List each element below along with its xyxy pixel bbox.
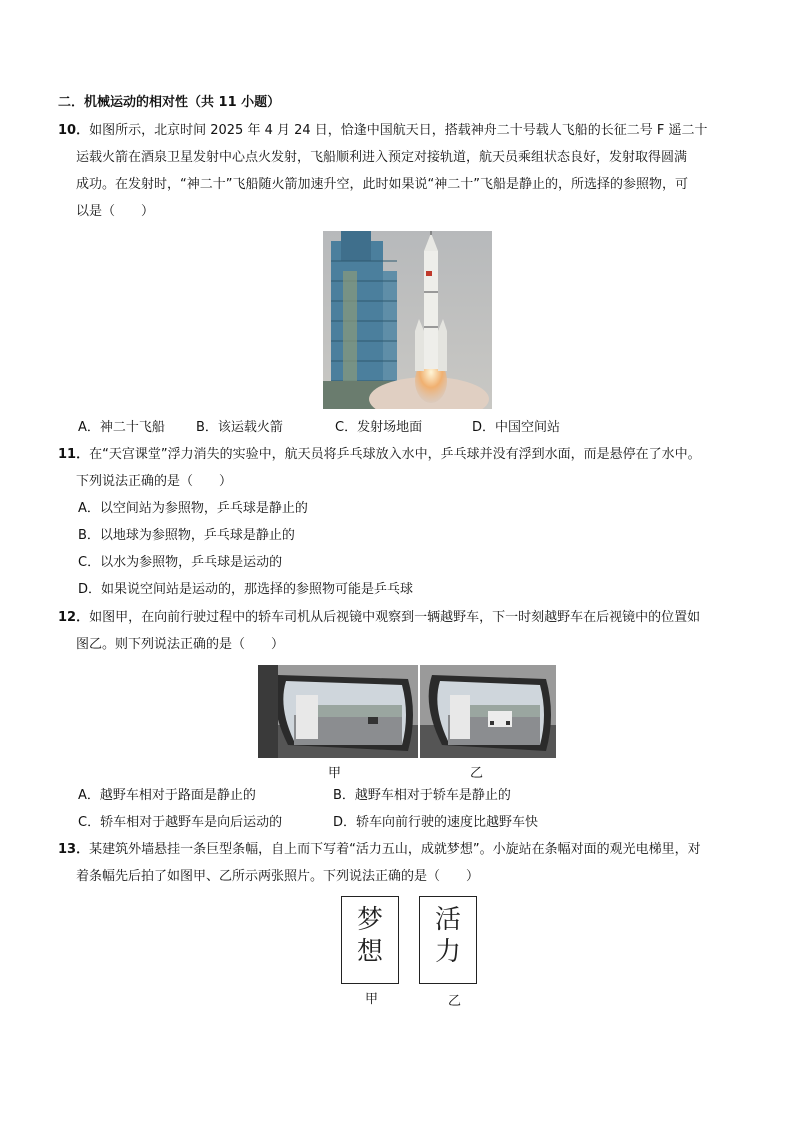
mirror-photo-yi bbox=[420, 665, 556, 758]
q11-line-2: 下列说法正确的是（ ） bbox=[76, 474, 233, 489]
q12-option-b[interactable]: B．越野车相对于轿车是静止的 bbox=[333, 788, 511, 803]
q12-caption-yi: 乙 bbox=[470, 766, 484, 781]
q11-option-a[interactable]: A．以空间站为参照物，乒乓球是静止的 bbox=[78, 501, 308, 516]
q13-caption-jia: 甲 bbox=[365, 992, 379, 1007]
q10-text-1: 如图所示，北京时间 2025 年 4 月 24 日，恰逢中国航天日，搭载神舟二十号载人飞船的长征二号 F 遥二十 bbox=[89, 123, 708, 138]
mirror-photo-jia bbox=[258, 665, 418, 758]
q11-text-1: 在“天宫课堂”浮力消失的实验中，航天员将乒乓球放入水中，乒乓球并没有浮到水面，而是悬停在了水中。 bbox=[89, 447, 701, 462]
q10-line-2: 运载火箭在酒泉卫星发射中心点火发射，飞船顺利进入预定对接轨道，航天员乘组状态良好，发射取得圆满 bbox=[76, 150, 688, 165]
q11-option-c[interactable]: C．以水为参照物，乒乓球是运动的 bbox=[78, 555, 283, 570]
banner-yi-char-1: 活 bbox=[434, 905, 461, 935]
q13-text-1: 某建筑外墙悬挂一条巨型条幅，自上而下写着“活力五山，成就梦想”。小旋站在条幅对面的观光电梯里，对 bbox=[89, 842, 701, 857]
banner-yi-char-2: 力 bbox=[434, 937, 461, 967]
banner-photo-jia bbox=[341, 896, 399, 984]
q12-line-2: 图乙。则下列说法正确的是（ ） bbox=[76, 637, 285, 652]
q10-option-d[interactable]: D．中国空间站 bbox=[472, 420, 561, 435]
q10-line-4: 以是（ ） bbox=[76, 204, 155, 219]
q10-number: 10． bbox=[58, 123, 90, 138]
banner-jia-char-2: 想 bbox=[356, 937, 383, 967]
q12-option-a[interactable]: A．越野车相对于路面是静止的 bbox=[78, 788, 256, 803]
q12-text-1: 如图甲，在向前行驶过程中的轿车司机从后视镜中观察到一辆越野车，下一时刻越野车在后视镜中的位置如 bbox=[89, 610, 701, 625]
q11-option-b[interactable]: B．以地球为参照物，乒乓球是静止的 bbox=[78, 528, 295, 543]
banner-jia-char-1: 梦 bbox=[356, 905, 383, 935]
q12-number: 12． bbox=[58, 610, 90, 625]
q12-option-c[interactable]: C．轿车相对于越野车是向后运动的 bbox=[78, 815, 283, 830]
q10-option-c[interactable]: C．发射场地面 bbox=[335, 420, 423, 435]
q11-option-d[interactable]: D．如果说空间站是运动的，那选择的参照物可能是乒乓球 bbox=[78, 582, 414, 597]
q12-line-1 bbox=[58, 609, 700, 627]
q10-line-1 bbox=[58, 122, 708, 140]
q13-number: 13． bbox=[58, 842, 90, 857]
q12-caption-jia: 甲 bbox=[328, 766, 342, 781]
q13-line-1 bbox=[58, 841, 701, 859]
q13-line-2: 着条幅先后拍了如图甲、乙所示两张照片。下列说法正确的是（ ） bbox=[76, 869, 480, 884]
banner-photo-yi bbox=[419, 896, 477, 984]
q10-line-3: 成功。在发射时，“神二十”飞船随火箭加速升空，此时如果说“神二十”飞船是静止的，所选择的参照物，可 bbox=[76, 177, 688, 192]
rocket-launch-photo bbox=[323, 231, 492, 409]
q11-number: 11． bbox=[58, 447, 90, 462]
q11-line-1 bbox=[58, 446, 701, 464]
section-title: 二．机械运动的相对性（共 11 小题） bbox=[58, 95, 281, 110]
q12-option-d[interactable]: D．轿车向前行驶的速度比越野车快 bbox=[333, 815, 539, 830]
q13-caption-yi: 乙 bbox=[448, 994, 462, 1009]
q10-option-b[interactable]: B．该运载火箭 bbox=[196, 420, 283, 435]
q10-option-a[interactable]: A．神二十飞船 bbox=[78, 420, 165, 435]
